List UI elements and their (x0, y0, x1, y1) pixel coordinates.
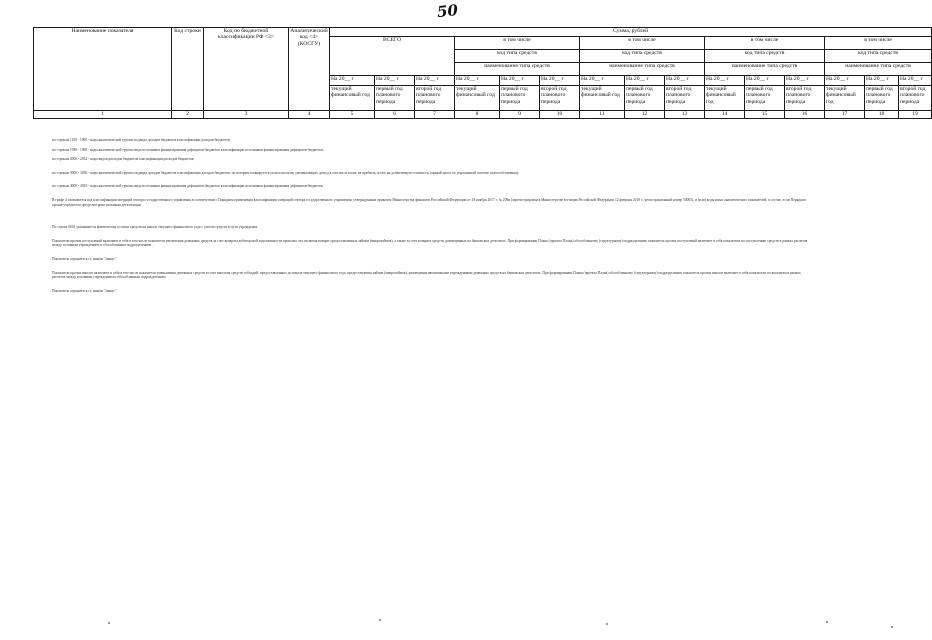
period-desc-cell: первый год планового периода (375, 86, 415, 111)
column-number-cell: 17 (825, 111, 865, 119)
header-incl-2: в том числе (580, 37, 705, 50)
period-year-cell: На 20__ г (500, 76, 540, 86)
scan-speck (379, 619, 381, 621)
period-year-cell: На 20__ г (899, 76, 932, 86)
header-fund-name-3: наименование типа средств (705, 63, 825, 76)
period-desc-cell: текущий финансовый год (330, 86, 375, 111)
period-year-cell: На 20__ г (330, 76, 375, 86)
column-number-cell: 2 (172, 111, 204, 119)
scan-speck (891, 626, 893, 628)
column-number-cell: 9 (500, 111, 540, 119)
column-number-cell: 3 (204, 111, 289, 119)
column-number-cell: 8 (455, 111, 500, 119)
header-kosgu-code: Аналитический код <4> (КОСГУ) (289, 28, 330, 111)
note-line: по строкам 1980 - 1990 - коды аналитической группы вида источников финансирования дефицитов бюджетов классификации источников финансирования дефицитов бюджетов; (52, 147, 324, 152)
period-year-cell: На 20__ г (625, 76, 665, 86)
header-incl-4: в том числе (825, 37, 932, 50)
note-line: по строкам 3000 - 3030 - коды аналитической группы подвида доходов бюджетов классификации доходов бюджетов, по которым планируется уплата налогов, уменьшающих доход (в том числе налог на прибыль, налог на добавленную стоимость, единый налог по упрощенной системе налогообложения); (52, 170, 520, 175)
column-number-cell: 4 (289, 111, 330, 119)
header-incl-1: в том числе (455, 37, 580, 50)
header-incl-3: в том числе (705, 37, 825, 50)
column-number-cell: 10 (540, 111, 580, 119)
column-number-cell: 5 (330, 111, 375, 119)
footnote-6: Показатели прочих поступлений включают в себя в том числе показатели увеличения денежных средств за счет возврата дебиторской задолженности прошлых лет, включая возврат предоставленных займов (микрозаймов), а также за счет возврата средств, размещенных на банковских депозитах. При формировании Плана (проекта Плана) обособленному (структурному) подразделению показатель прочих поступлений включает в себя показатели по поступлению средств в рамках расчетов между головным учреждением и обособленным подразделением (52, 238, 808, 248)
scan-speck (826, 621, 828, 623)
period-year-cell: На 20__ г (705, 76, 745, 86)
footnote-9: Показатель отражается со знаком "минус". (52, 288, 118, 293)
financial-plan-table (33, 27, 932, 119)
period-year-cell: На 20__ г (745, 76, 785, 86)
period-desc-cell: второй год планового периода (785, 86, 825, 111)
footnotes (52, 138, 812, 298)
period-year-cell: На 20__ г (785, 76, 825, 86)
period-desc-cell: первый год планового периода (500, 86, 540, 111)
column-number-cell: 11 (580, 111, 625, 119)
period-desc-cell: текущий финансовый год (455, 86, 500, 111)
period-year-cell: На 20__ г (455, 76, 500, 86)
note-line: по строкам 4000 - 4010 - коды аналитической группы вида источников финансирования дефицитов бюджетов классификации источников финансирования дефицитов бюджетов (52, 184, 323, 189)
column-number-cell: 12 (625, 111, 665, 119)
column-number-cell: 18 (865, 111, 899, 119)
header-row-code: Код строки (172, 28, 204, 111)
period-year-cell: На 20__ г (540, 76, 580, 86)
header-indicator-name: Наименование показателя (34, 28, 172, 111)
period-desc-cell: второй год планового периода (540, 86, 580, 111)
column-number-cell: 1 (34, 111, 172, 119)
header-fund-name-1: наименование типа средств (455, 63, 580, 76)
header-sum-rubles: Сумма, рублей (330, 28, 932, 37)
scan-speck (606, 623, 608, 625)
period-desc-cell: текущий финансовый год (825, 86, 865, 111)
period-desc-cell: текущий финансовый год (705, 86, 745, 111)
period-desc-cell: текущий финансовый год (580, 86, 625, 111)
period-desc-cell: первый год планового периода (745, 86, 785, 111)
period-year-cell: На 20__ г (825, 76, 865, 86)
page-number: 50 (436, 0, 459, 22)
period-year-cell: На 20__ г (415, 76, 455, 86)
column-number-cell: 7 (415, 111, 455, 119)
header-fund-name-4: наименование типа средств (825, 63, 932, 76)
header-budget-code: Код по бюджетной классификации РФ <3> (204, 28, 289, 111)
column-number-cell: 19 (899, 111, 932, 119)
period-year-cell: На 20__ г (865, 76, 899, 86)
period-desc-cell: первый год планового периода (865, 86, 899, 111)
period-desc-cell: второй год планового периода (665, 86, 705, 111)
period-year-cell: На 20__ г (375, 76, 415, 86)
period-desc-cell: второй год планового периода (899, 86, 932, 111)
footnote-8: Показатели прочих выплат включают в себя в том числе показатели уменьшения денежных средств за счет выплаты средств субсидий, предоставленных до начала текущего финансового года, предоставления займов (микрозаймов), размещения автономными учреждениями денежных средств на банковских депозитах. При формировании Плана (проекта Плана) обособленному (структурному) подразделению показатель прочих выплат включает в себя показатели по выплатам в рамках расчетов между головным учреждением и обособленным подразделением (52, 270, 801, 280)
header-fund-code-1: код типа средств (455, 50, 580, 63)
period-desc-cell: первый год планового периода (625, 86, 665, 111)
note-line: по строкам 2000 - 2652 - коды видов расходов бюджетов классификации расходов бюджетов; (52, 157, 195, 162)
header-total: ВСЕГО (330, 37, 455, 76)
footnote-4: В графе 4 указывается код классификации операций сектора государственного управления в соответствии с Порядком применения классификации операций сектора государственного управления, утвержденным приказом Министерства финансов Российской Федерации от 29 ноября 2017 г. № 209н (зарегистрирован в Министерстве юстиции Российской Федерации 12 февраля 2018 г., регистрационный номер 50003), и (или) коды иных аналитических показателей, в случае, если Порядком органа-учредителя предусмотрена указанная детализация. (52, 197, 806, 207)
footnote-7: Показатель отражается со знаком "минус". (52, 256, 118, 261)
period-year-cell: На 20__ г (665, 76, 705, 86)
column-number-cell: 16 (785, 111, 825, 119)
scan-speck (108, 622, 110, 624)
period-year-cell: На 20__ г (580, 76, 625, 86)
column-number-cell: 15 (745, 111, 785, 119)
footnote-5: По строке 0001 указываются фактические остатки средств на начало текущего финансового года с учетом средств в пути учреждения (52, 225, 258, 230)
column-number-cell: 6 (375, 111, 415, 119)
column-number-cell: 14 (705, 111, 745, 119)
period-desc-cell: второй год планового периода (415, 86, 455, 111)
header-fund-code-4: код типа средств (825, 50, 932, 63)
header-fund-code-2: код типа средств (580, 50, 705, 63)
header-fund-name-2: наименование типа средств (580, 63, 705, 76)
column-number-cell: 13 (665, 111, 705, 119)
note-line: по строкам 1100 - 1900 - коды аналитической группы подвида доходов бюджетов классификации доходов бюджетов; (52, 138, 231, 142)
header-fund-code-3: код типа средств (705, 50, 825, 63)
